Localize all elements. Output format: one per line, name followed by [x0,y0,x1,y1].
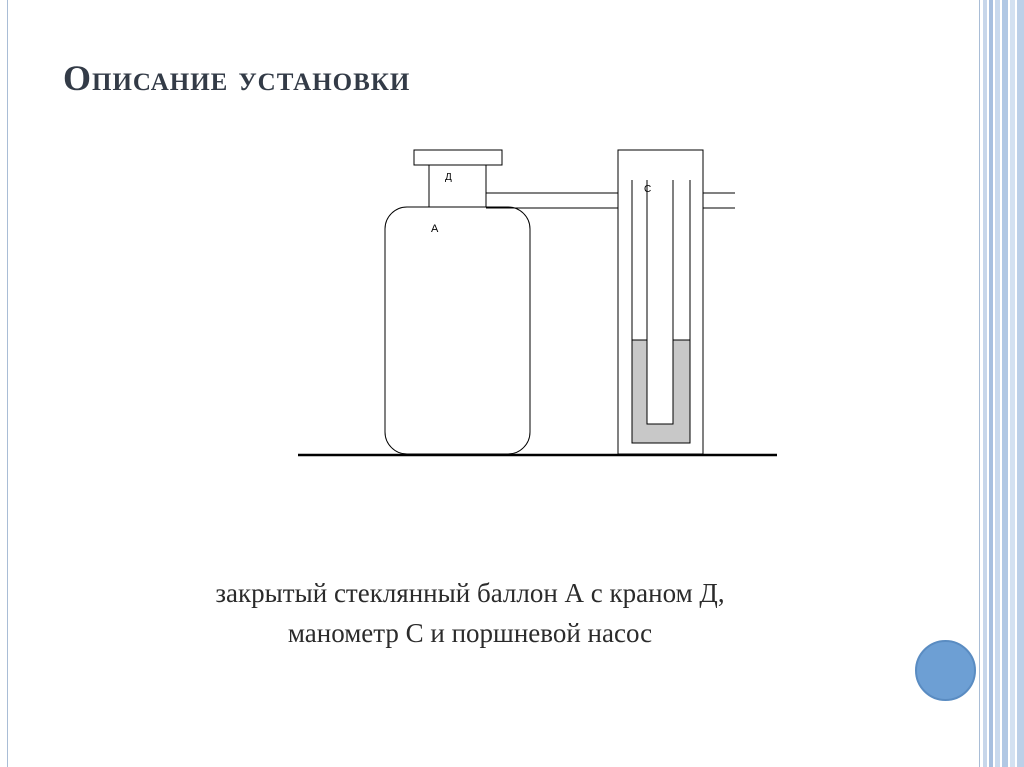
label-bottle: А [431,223,439,235]
slide-caption [140,573,800,653]
bottle [385,207,530,454]
caption-line-2: манометр С и поршневой насос [287,618,653,648]
slide-title: Описание установки [63,58,411,98]
decorative-circle [915,640,976,701]
valve-cap [414,150,502,165]
label-manometer: С [644,184,652,195]
caption-line-1: закрытый стеклянный баллон А с краном Д, [215,578,725,608]
label-valve: Д [445,172,452,183]
bottle-neck [429,165,486,208]
